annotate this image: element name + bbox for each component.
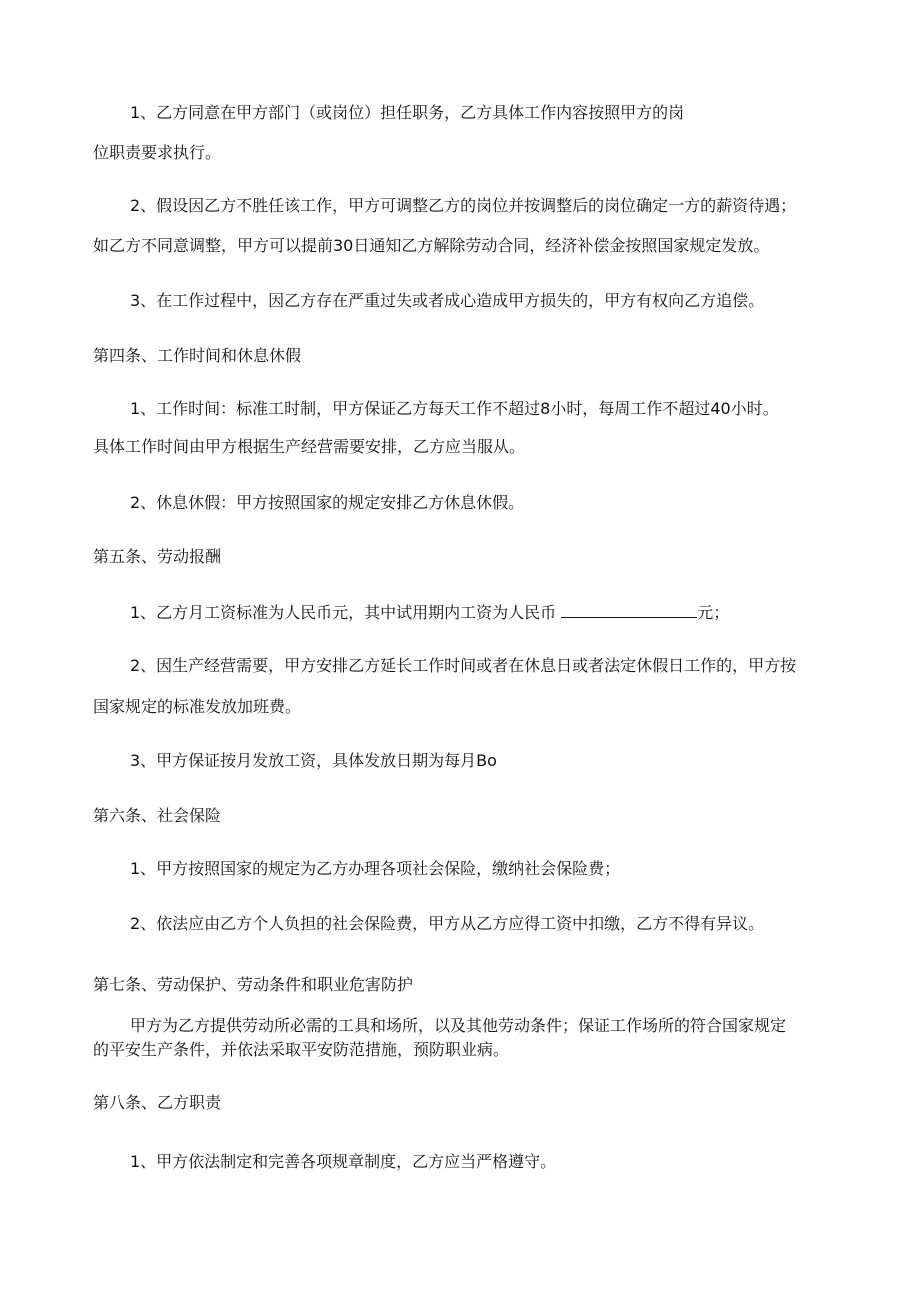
art7-p1-line2: 的平安生产条件，并依法采取平安防范措施，预防职业病。 <box>93 1040 510 1059</box>
fill-in-blank <box>561 601 697 618</box>
art5-p1-suffix: 元； <box>697 603 730 622</box>
art6-p1: 1、甲方按照国家的规定为乙方办理各项社会保险，缴纳社会保险费； <box>130 859 621 878</box>
art6-p2: 2、依法应由乙方个人负担的社会保险费，甲方从乙方应得工资中扣缴，乙方不得有异议。 <box>130 914 765 933</box>
art3-p3: 3、在工作过程中，因乙方存在严重过失或者成心造成甲方损失的，甲方有权向乙方追偿。 <box>130 291 765 310</box>
art3-p2-line1: 2、假设因乙方不胜任该工作，甲方可调整乙方的岗位并按调整后的岗位确定一方的薪资待遇； <box>130 196 797 215</box>
art8-heading: 第八条、乙方职责 <box>93 1093 222 1112</box>
art5-p2-line1: 2、因生产经营需要，甲方安排乙方延长工作时间或者在休息日或者法定休假日工作的，甲方按 <box>130 656 797 675</box>
art3-p1-line2: 位职责要求执行。 <box>93 143 222 162</box>
art5-p2-line2: 国家规定的标准发放加班费。 <box>93 697 302 716</box>
art5-heading: 第五条、劳动报酬 <box>93 547 222 566</box>
art5-p1 <box>130 601 729 623</box>
art7-p1-line1: 甲方为乙方提供劳动所必需的工具和场所，以及其他劳动条件；保证工作场所的符合国家规定 <box>130 1016 787 1035</box>
art7-heading: 第七条、劳动保护、劳动条件和职业危害防护 <box>93 975 414 994</box>
art4-p1-line1: 1、工作时间：标准工时制，甲方保证乙方每天工作不超过8小时，每周工作不超过40小时。 <box>130 399 779 418</box>
art4-heading: 第四条、工作时间和休息休假 <box>93 346 302 365</box>
art6-heading: 第六条、社会保险 <box>93 806 222 825</box>
art5-p3: 3、甲方保证按月发放工资，具体发放日期为每月Bo <box>130 751 497 770</box>
art4-p2: 2、休息休假：甲方按照国家的规定安排乙方休息休假。 <box>130 493 525 512</box>
art5-p1-text: 1、乙方月工资标准为人民币元，其中试用期内工资为人民币 <box>130 603 562 622</box>
art4-p1-line2: 具体工作时间由甲方根据生产经营需要安排，乙方应当服从。 <box>93 437 526 456</box>
art3-p1-line1: 1、乙方同意在甲方部门（或岗位）担任职务，乙方具体工作内容按照甲方的岗 <box>130 103 685 122</box>
art3-p2-line2: 如乙方不同意调整，甲方可以提前30日通知乙方解除劳动合同，经济补偿金按照国家规定发放。 <box>93 236 770 255</box>
art8-p1: 1、甲方依法制定和完善各项规章制度，乙方应当严格遵守。 <box>130 1152 557 1171</box>
